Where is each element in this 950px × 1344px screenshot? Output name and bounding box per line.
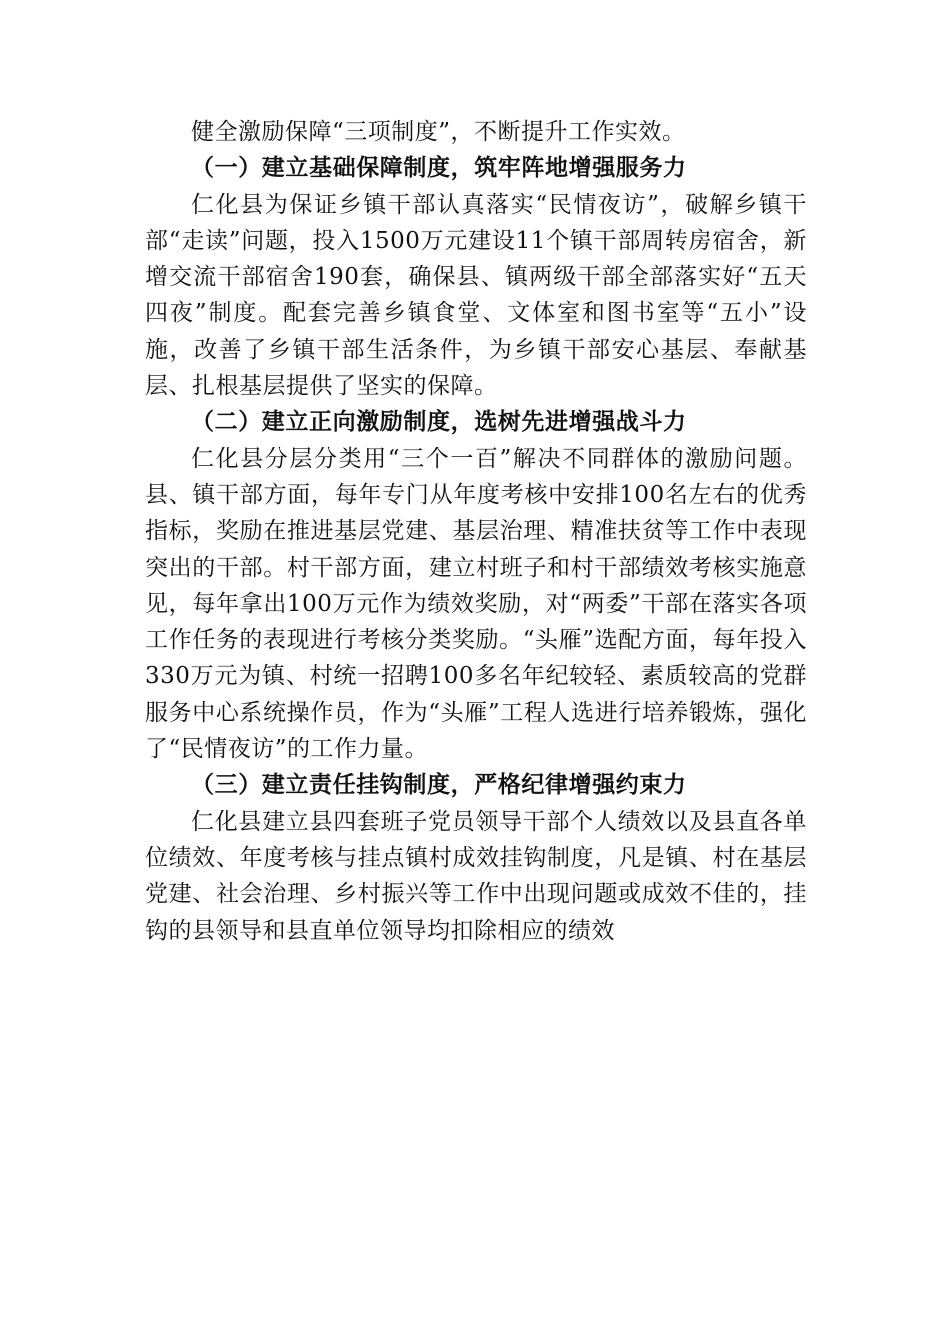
paragraph-section-1: 仁化县为保证乡镇干部认真落实“民情夜访”，破解乡镇干部“走读”问题，投入1500万元建设11个镇干部周转房宿舍，新增交流干部宿舍190套，确保县、镇两级干部全部落实好“五天四夜”制度。配套完善乡镇食堂、文体室和图书室等“五小”设施，改善了乡镇干部生活条件，为乡镇干部安心基层、奉献基层、扎根基层提供了坚实的保障。 (145, 191, 807, 400)
paragraph-section-3: 仁化县建立县四套班子党员领导干部个人绩效以及县直各单位绩效、年度考核与挂点镇村成效挂钩制度，凡是镇、村在基层党建、社会治理、乡村振兴等工作中出现问题或成效不佳的，挂钩的县领导和县直单位领导均扣除相应的绩效 (145, 808, 807, 944)
section-heading-2: （二）建立正向激励制度，选树先进增强战斗力 (191, 408, 687, 436)
paragraph-section-2: 仁化县分层分类用“三个一百”解决不同群体的激励问题。县、镇干部方面，每年专门从年度考核中安排100名左右的优秀指标，奖励在推进基层党建、基层治理、精准扶贫等工作中表现突出的干部。村干部方面，建立村班子和村干部绩效考核实施意见，每年拿出100万元作为绩效奖励，对“两委”干部在落实各项工作任务的表现进行考核分类奖励。“头雁”选配方面，每年投入330万元为镇、村统一招聘100多名年纪较轻、素质较高的党群服务中心系统操作员，作为“头雁”工程人选进行培养锻炼，强化了“民情夜访”的工作力量。 (145, 445, 807, 763)
section-heading-3: （三）建立责任挂钩制度，严格纪律增强约束力 (191, 771, 687, 799)
paragraph-intro: 健全激励保障“三项制度”，不断提升工作实效。 (191, 119, 686, 145)
section-heading-1: （一）建立基础保障制度，筑牢阵地增强服务力 (191, 154, 687, 182)
document-body (145, 114, 807, 949)
